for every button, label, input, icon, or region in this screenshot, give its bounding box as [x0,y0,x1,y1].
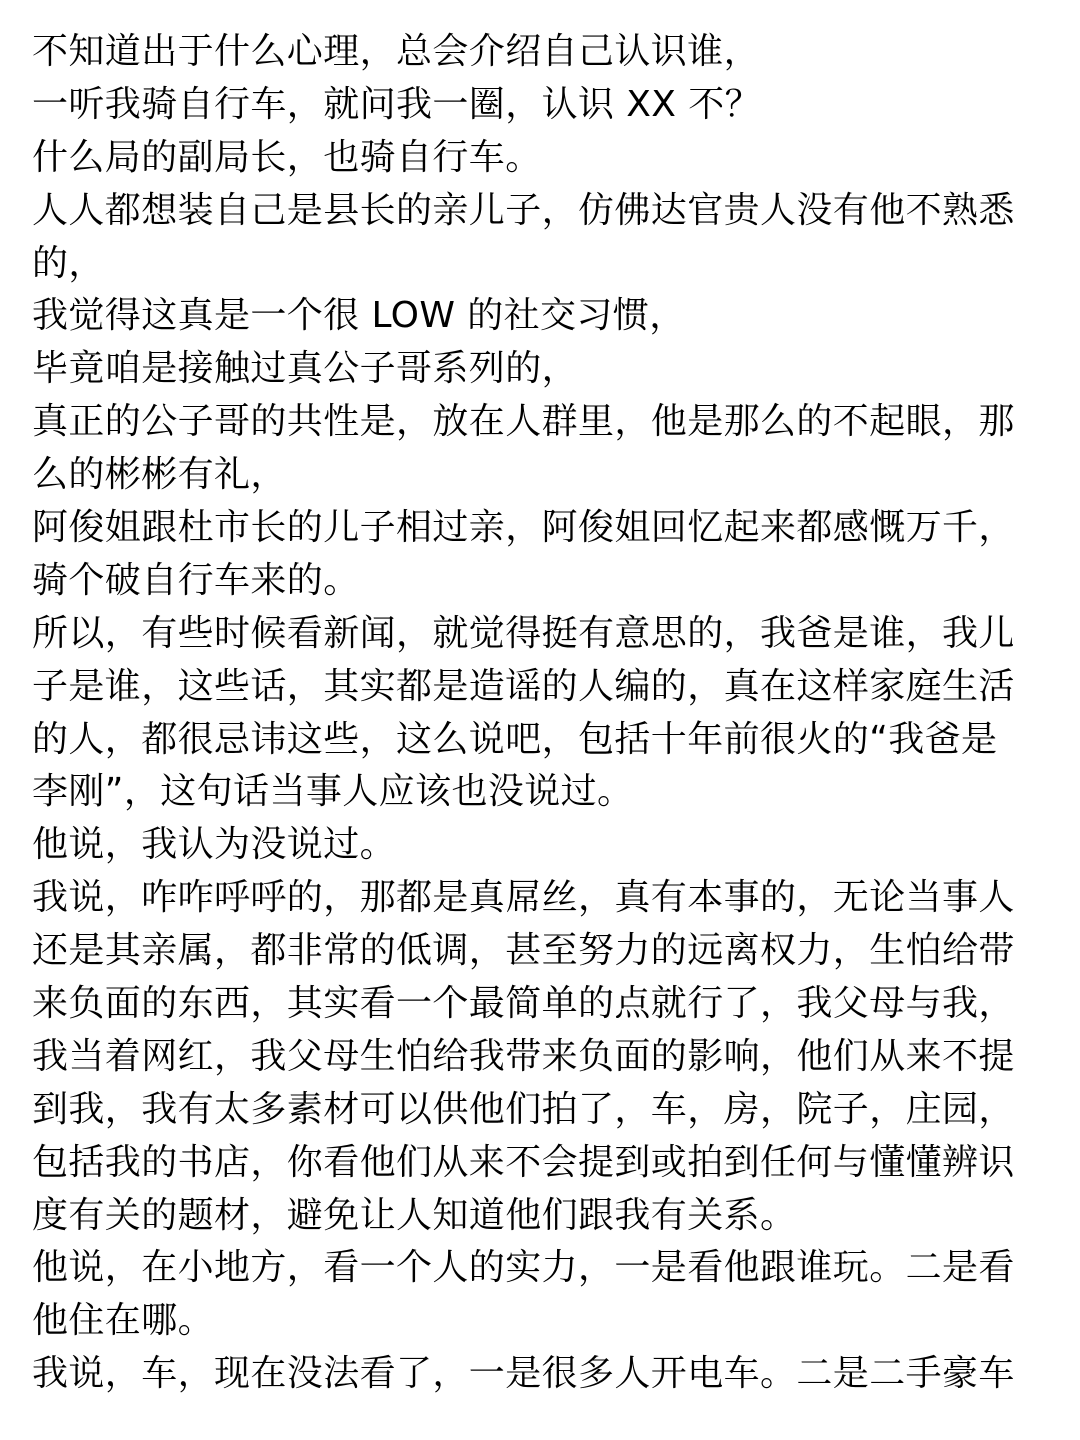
text-line-4: 人人都想装自己是县长的亲儿子，仿佛达官贵人没有他不熟悉 [32,189,1015,231]
text-line-24: 他说，在小地方，看一个人的实力，一是看他跟谁玩。二是看 [32,1247,1015,1289]
text-line-8: 真正的公子哥的共性是，放在人群里，他是那么的不起眼，那 [32,401,1015,443]
text-line-25: 他住在哪。 [32,1300,215,1342]
text-line-17: 我说，咋咋呼呼的，那都是真屌丝，真有本事的，无论当事人 [32,877,1015,919]
text-line-21: 到我，我有太多素材可以供他们拍了，车，房，院子，庄园， [32,1088,1015,1130]
text-line-15: 李刚”，这句话当事人应该也没说过。 [32,771,634,813]
text-line-19: 来负面的东西，其实看一个最简单的点就行了，我父母与我， [32,983,1015,1025]
text-line-12: 所以，有些时候看新闻，就觉得挺有意思的，我爸是谁，我儿 [32,612,1015,654]
text-line-14: 的人，都很忌讳这些，这么说吧，包括十年前很火的“我爸是 [32,718,998,760]
text-line-3: 什么局的副局长，也骑自行车。 [32,136,542,178]
document-body [32,26,1052,1401]
text-line-6: 我觉得这真是一个很 LOW 的社交习惯， [32,295,686,337]
text-line-2: 一听我骑自行车，就问我一圈，认识 XX 不？ [32,83,762,125]
text-line-13: 子是谁，这些话，其实都是造谣的人编的，真在这样家庭生活 [32,665,1015,707]
text-line-1: 不知道出于什么心理，总会介绍自己认识谁， [32,31,761,72]
text-line-22: 包括我的书店，你看他们从来不会提到或拍到任何与懂懂辨识 [32,1141,1015,1183]
text-line-10: 阿俊姐跟杜市长的儿子相过亲，阿俊姐回忆起来都感慨万千， [32,507,1015,549]
text-line-11: 骑个破自行车来的。 [32,559,360,601]
text-line-20: 我当着网红，我父母生怕给我带来负面的影响，他们从来不提 [32,1035,1015,1077]
text-line-7: 毕竟咱是接触过真公子哥系列的， [32,348,579,390]
text-line-9: 么的彬彬有礼， [32,454,287,496]
text-line-23: 度有关的题材，避免让人知道他们跟我有关系。 [32,1194,797,1236]
text-line-18: 还是其亲属，都非常的低调，甚至努力的远离权力，生怕给带 [32,930,1015,972]
text-line-26: 我说，车，现在没法看了，一是很多人开电车。二是二手豪车 [32,1353,1015,1395]
text-line-16: 他说，我认为没说过。 [32,824,397,866]
text-line-5: 的， [32,242,105,284]
